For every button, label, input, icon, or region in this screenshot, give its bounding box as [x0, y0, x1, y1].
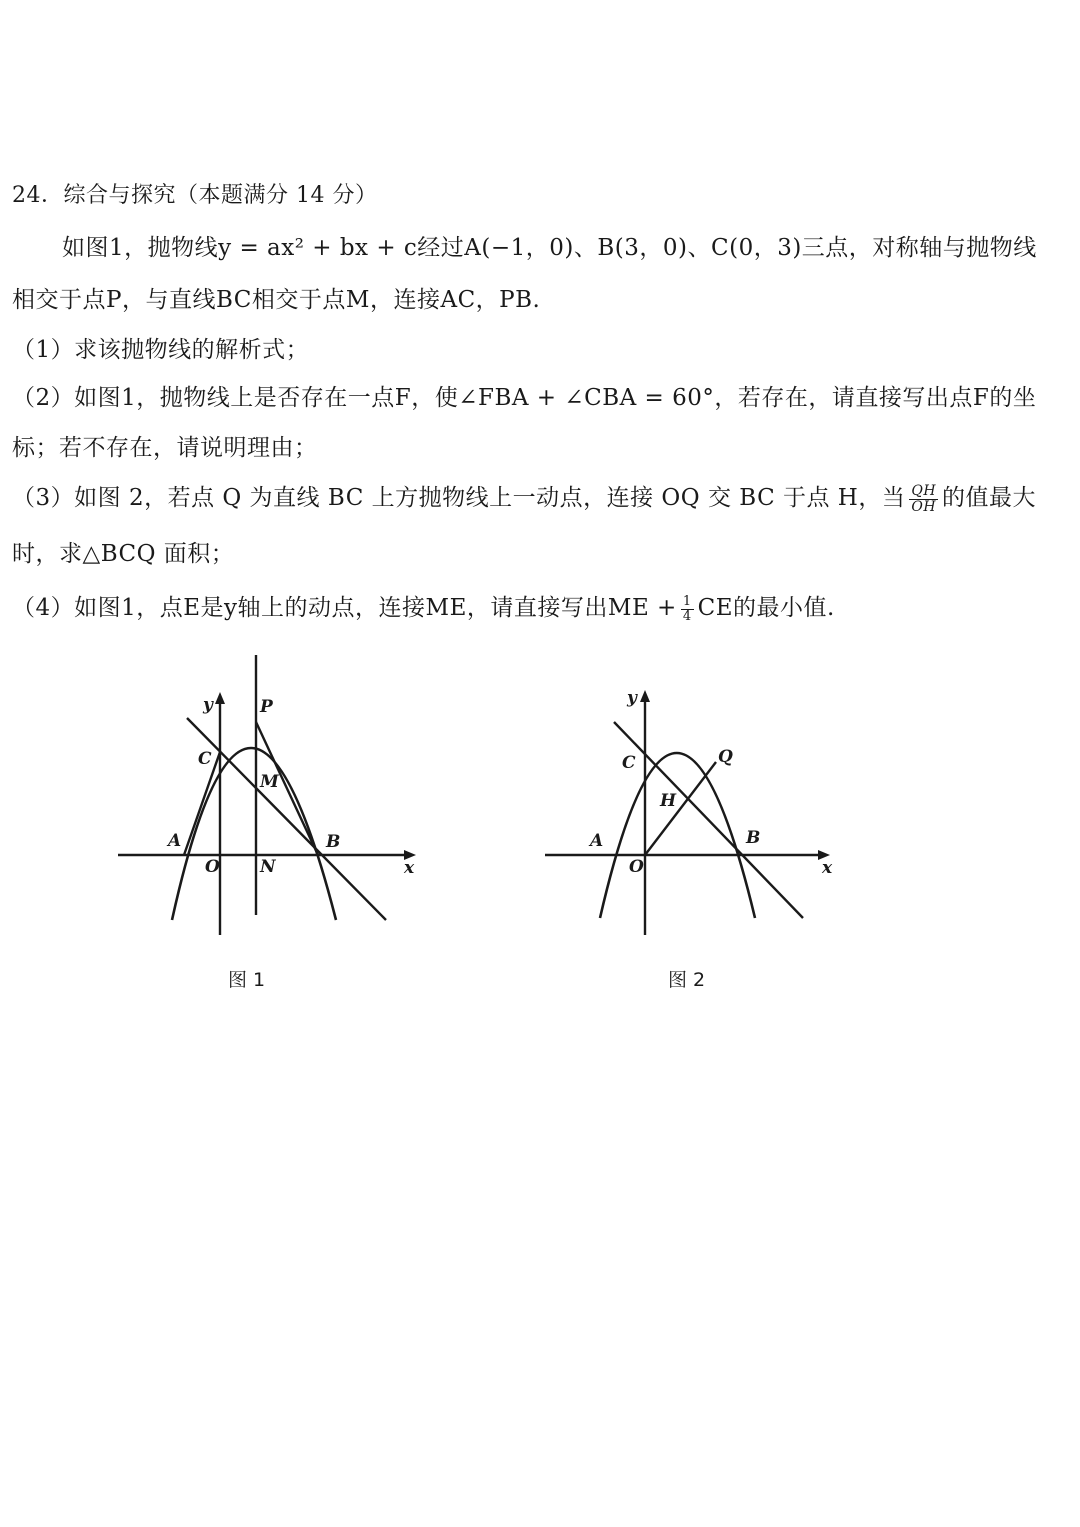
fig2-label-x: x	[822, 858, 833, 878]
question-3-text-a: （3）如图 2，若点 Q 为直线 BC 上方抛物线上一动点，连接 OQ 交 BC 于点 H，当	[12, 485, 906, 511]
fig1-label-n: N	[260, 857, 276, 877]
problem-intro-line1: 如图1，抛物线y = ax² + bx + c经过A(−1，0)、B(3，0)、C(0，3)三点，对称轴与抛物线	[62, 235, 1037, 261]
figure-2-caption: 图 2	[668, 969, 706, 991]
question-2-line2: 标；若不存在，请说明理由；	[12, 435, 318, 461]
question-2-line1: （2）如图1，抛物线上是否存在一点F，使∠FBA + ∠CBA = 60°，若存在，请直接写出点F的坐	[12, 385, 1037, 411]
question-3-text-b: 的值最大	[942, 485, 1037, 511]
fig1-y-arrow	[215, 692, 225, 704]
fraction-numerator: QH	[911, 482, 937, 499]
fig1-line-bc	[187, 718, 386, 920]
fig2-y-arrow	[640, 690, 650, 702]
question-1: （1）求该抛物线的解析式；	[12, 337, 310, 363]
fig1-label-b: B	[326, 832, 341, 852]
fig2-label-y: y	[627, 688, 637, 708]
question-3-line2: 时，求△BCQ 面积；	[12, 541, 235, 567]
fig1-label-m: M	[260, 772, 279, 792]
question-4-text-a: （4）如图1，点E是y轴上的动点，连接ME，请直接写出ME +	[12, 595, 677, 621]
fig1-label-x: x	[404, 858, 415, 878]
fraction-denominator: OH	[911, 498, 937, 515]
fig2-line-bc	[614, 722, 803, 918]
fraction-denominator: 4	[682, 608, 692, 624]
fig1-label-c: C	[198, 749, 212, 769]
fig1-label-y: y	[203, 695, 213, 715]
figure-1-caption: 图 1	[228, 969, 266, 991]
fig1-parabola	[172, 748, 336, 920]
figure-2	[545, 688, 833, 935]
fig2-parabola	[600, 753, 755, 918]
problem-intro-line2: 相交于点P，与直线BC相交于点M，连接AC，PB.	[12, 287, 541, 313]
fig1-label-o: O	[205, 857, 220, 877]
fig2-label-b: B	[746, 828, 761, 848]
fraction-numerator: 1	[682, 593, 692, 609]
fig1-label-p: P	[260, 697, 273, 717]
question-4-text-b: CE的最小值.	[697, 595, 835, 621]
problem-title: 24．综合与探究（本题满分 14 分）	[12, 183, 378, 208]
fig2-label-c: C	[622, 753, 636, 773]
fig2-label-a: A	[590, 831, 604, 851]
fig2-label-o: O	[629, 857, 644, 877]
fig2-label-h: H	[660, 791, 677, 811]
fig2-segment-oq	[645, 762, 716, 855]
fig1-label-a: A	[168, 831, 182, 851]
fig2-label-q: Q	[718, 747, 733, 767]
figure-1	[118, 655, 416, 935]
